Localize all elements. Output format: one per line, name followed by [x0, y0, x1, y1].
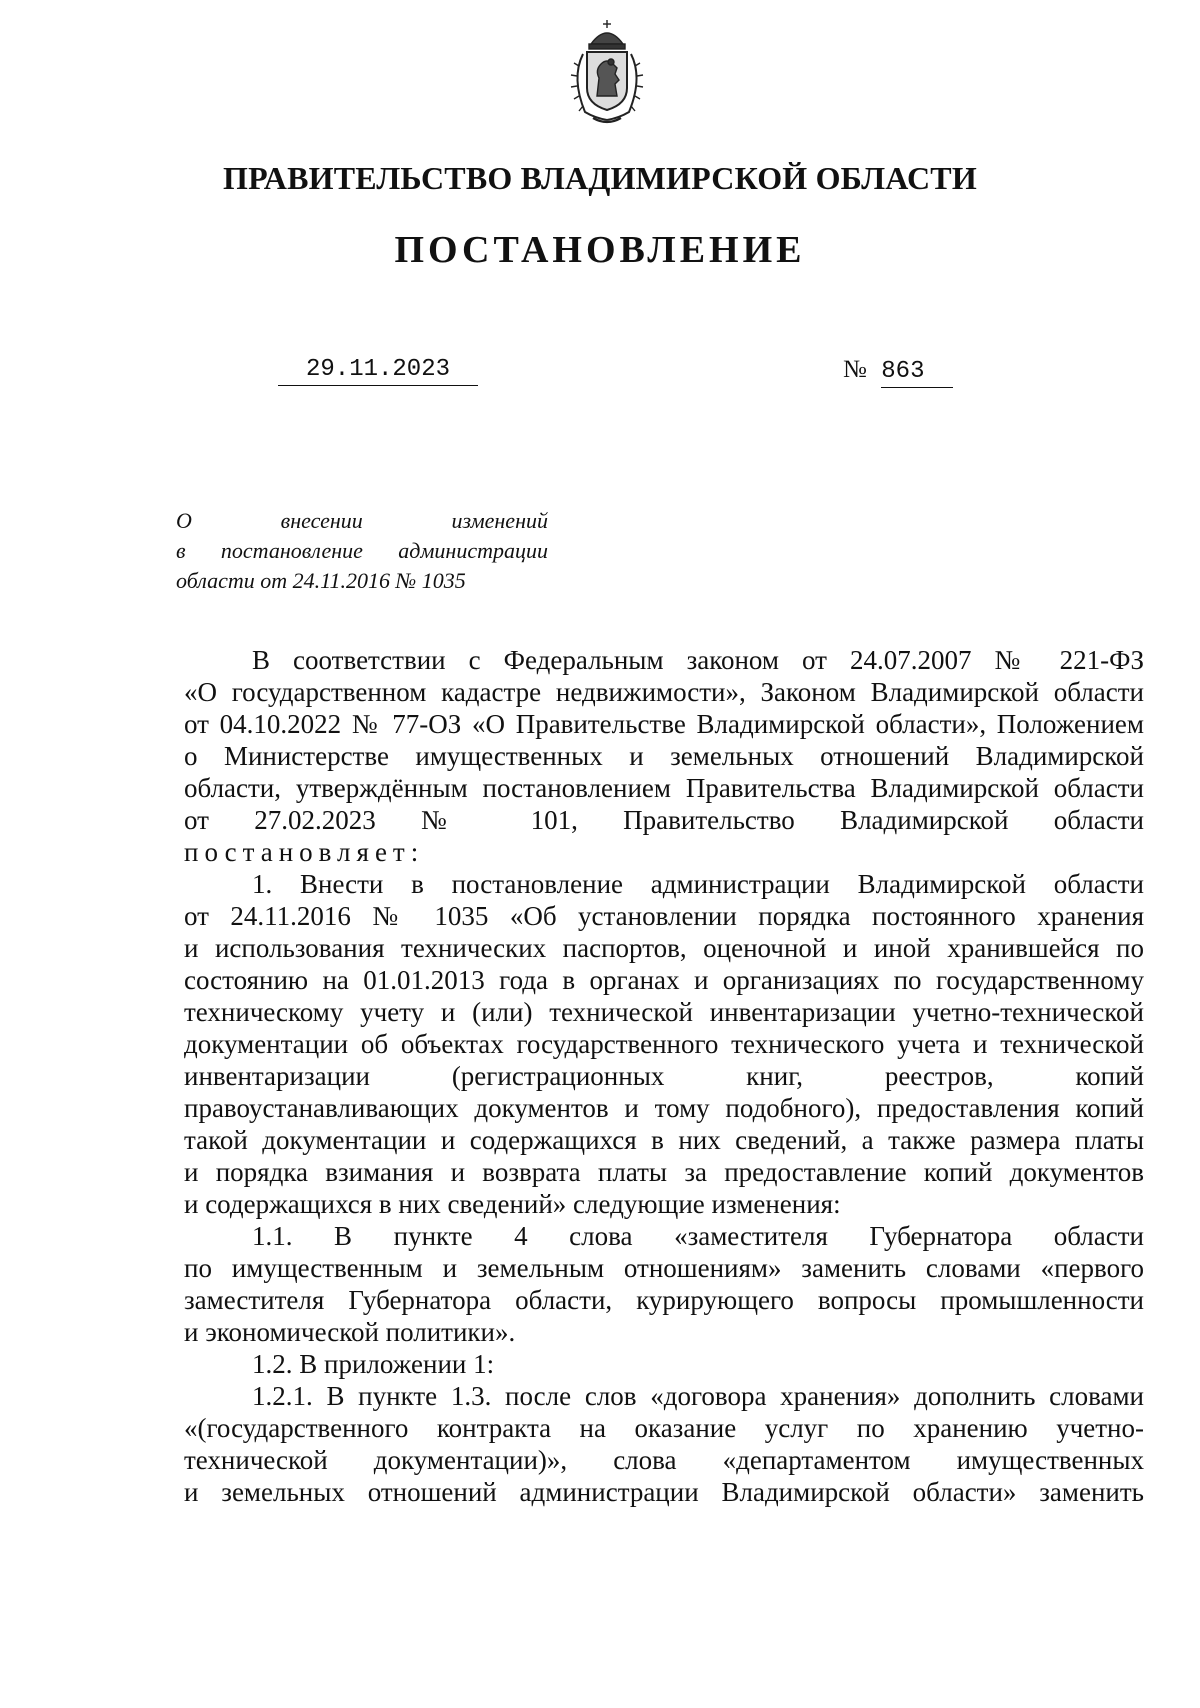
document-body [184, 644, 1144, 1508]
body-line: состоянию на 01.01.2013 года в органах и организациях по государственному [184, 965, 1144, 995]
body-line: от 24.11.2016 № 1035 «Об установлении порядка постоянного хранения [184, 901, 1144, 931]
body-line: технической документации)», слова «департаментом имущественных [184, 1445, 1144, 1475]
body-line: заместителя Губернатора области, курирующего вопросы промышленности [184, 1285, 1144, 1315]
subject-line: О внесении изменений [176, 508, 548, 533]
body-line: и порядка взимания и возврата платы за предоставление копий документов [184, 1157, 1144, 1187]
body-line: от 04.10.2022 № 77-ОЗ «О Правительстве Владимирской области», Положением [184, 709, 1144, 739]
body-line: области, утверждённым постановлением Правительства Владимирской области [184, 773, 1144, 803]
document-subject [176, 506, 548, 596]
body-line: 1. Внести в постановление администрации Владимирской области [252, 869, 1144, 899]
subject-line: области от 24.11.2016 № 1035 [176, 568, 466, 593]
number-sign: № [843, 356, 867, 383]
body-line: «(государственного контракта на оказание услуг по хранению учетно- [184, 1413, 1144, 1443]
document-type-title: ПОСТАНОВЛЕНИЕ [394, 229, 806, 271]
body-line: 1.1. В пункте 4 слова «заместителя Губернатора области [252, 1221, 1144, 1251]
document-number [843, 356, 953, 388]
coat-of-arms-emblem [565, 18, 649, 126]
subject-line: в постановление администрации [176, 538, 548, 563]
number-value: 863 [881, 358, 953, 388]
body-line: от 27.02.2023 № 101, Правительство Владимирской области [184, 805, 1144, 835]
body-line: и содержащихся в них сведений» следующие изменения: [184, 1189, 841, 1219]
government-title: ПРАВИТЕЛЬСТВО ВЛАДИМИРСКОЙ ОБЛАСТИ [223, 160, 977, 196]
body-line: о Министерстве имущественных и земельных отношений Владимирской [184, 741, 1144, 771]
document-date: 29.11.2023 [278, 356, 478, 386]
body-line: такой документации и содержащихся в них сведений, а также размера платы [184, 1125, 1144, 1155]
body-line: и экономической политики». [184, 1317, 516, 1347]
body-line: и использования технических паспортов, оценочной и иной хранившейся по [184, 933, 1144, 963]
body-line: документации об объектах государственного технического учета и технической [184, 1029, 1144, 1059]
body-line: В соответствии с Федеральным законом от 24.07.2007 № 221-ФЗ [252, 645, 1144, 675]
body-line: 1.2.1. В пункте 1.3. после слов «договора хранения» дополнить словами [252, 1381, 1144, 1411]
body-line: «О государственном кадастре недвижимости», Законом Владимирской области [184, 677, 1144, 707]
body-line: и земельных отношений администрации Владимирской области» заменить [184, 1477, 1144, 1507]
body-line: инвентаризации (регистрационных книг, реестров, копий [184, 1061, 1144, 1091]
body-line: правоустанавливающих документов и тому подобного), предоставления копий [184, 1093, 1144, 1123]
body-line: по имущественным и земельным отношениям» заменить словами «первого [184, 1253, 1144, 1283]
body-line: 1.2. В приложении 1: [252, 1349, 495, 1379]
body-line: постановляет: [184, 837, 425, 867]
body-line: техническому учету и (или) технической инвентаризации учетно-технической [184, 997, 1144, 1027]
